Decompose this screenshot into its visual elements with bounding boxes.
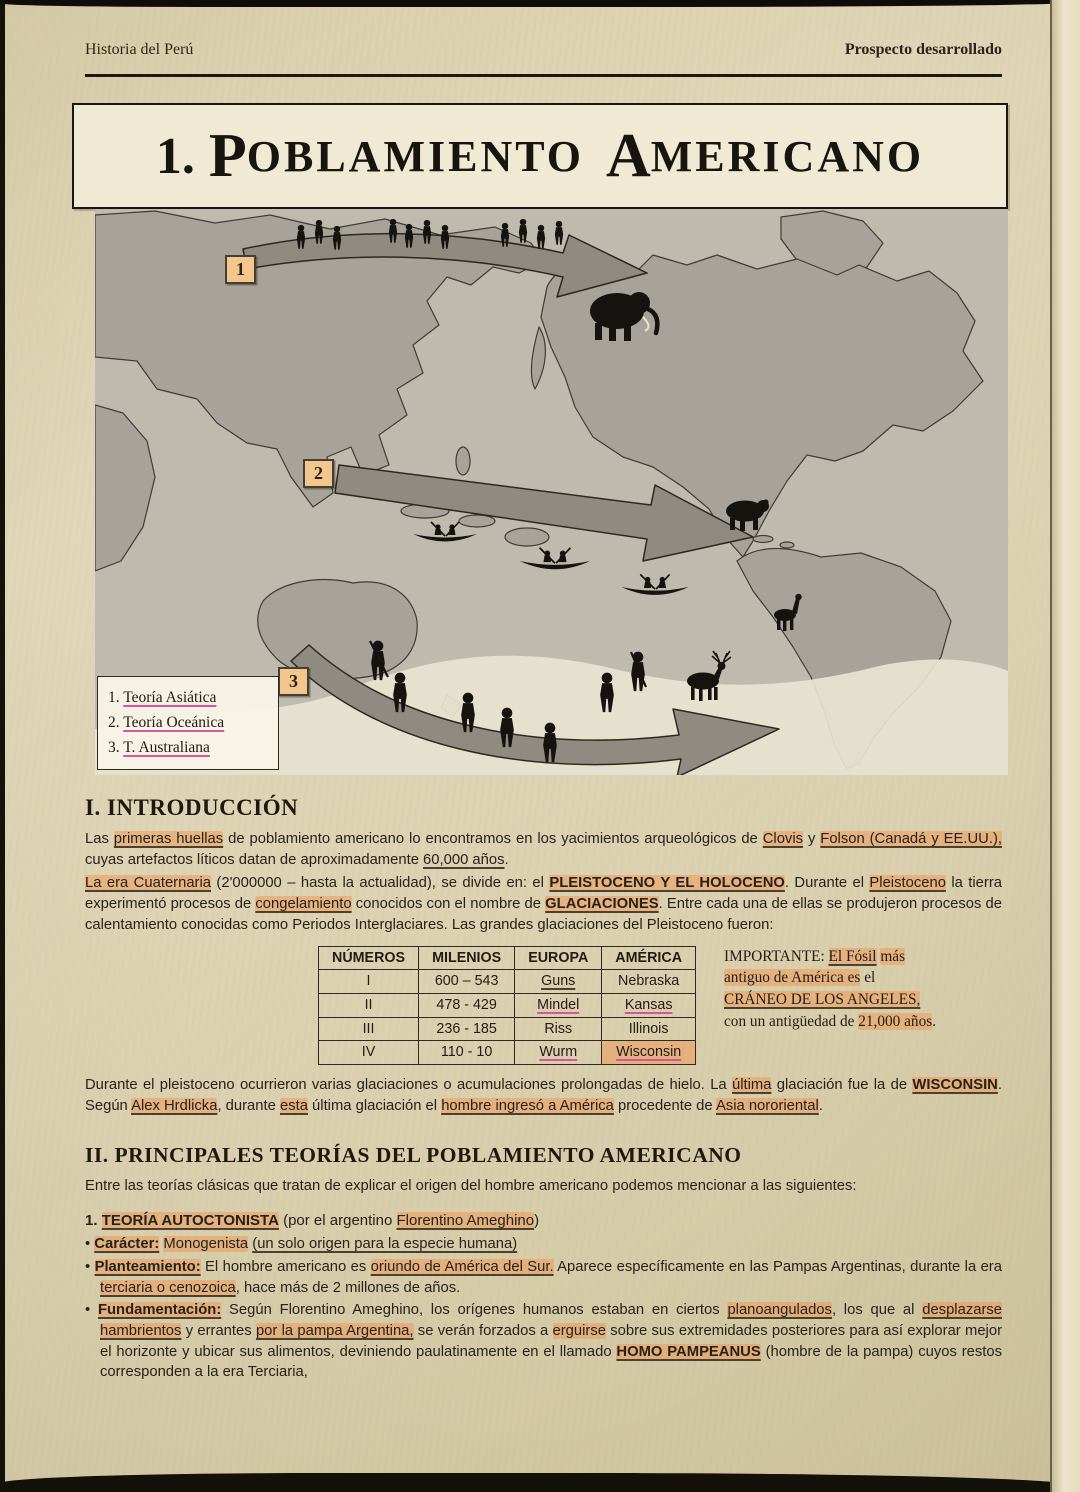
cell-europa: Mindel <box>515 993 602 1017</box>
text-segment: Planteamiento: <box>94 1258 201 1275</box>
text-segment: . <box>818 1097 823 1114</box>
cell-america: Nebraska <box>602 970 696 994</box>
text-segment: última <box>731 1077 772 1094</box>
text-segment: última glaciación el <box>307 1097 442 1114</box>
text-segment: Las <box>85 831 114 847</box>
text-segment: Alex Hrdlicka <box>131 1097 218 1114</box>
text-segment: y <box>803 831 821 847</box>
cell-america: Kansas <box>602 993 696 1017</box>
col-header-america: AMÉRICA <box>602 946 696 970</box>
text-segment: sobre sus extremidades posteriores para así explorar mejor el horizonte y ubicar sus alimentos, deviniendo paulatinamente en el llamado <box>100 1323 1002 1360</box>
text-segment: Entre las teorías clásicas que tratan de explicar el origen del hombre americano podemos mencionar a las siguientes: <box>85 1177 857 1194</box>
island-caribbean-1 <box>753 536 773 543</box>
world-map-figure <box>95 209 1008 775</box>
cell-milenios: 110 - 10 <box>419 1041 515 1065</box>
text-segment: • <box>85 1236 95 1253</box>
text-segment: TEORÍA AUTOCTONISTA <box>101 1212 279 1230</box>
text-segment: Monogenista <box>163 1236 249 1253</box>
text-segment: esta <box>279 1097 308 1114</box>
page-content <box>0 7 1050 1473</box>
text-segment: el <box>860 969 876 987</box>
col-header-numeros: NÚMEROS <box>319 946 419 970</box>
text-segment: T. Australiana <box>123 739 210 757</box>
cell-europa: Wurm <box>515 1041 602 1065</box>
cell-milenios: 236 - 185 <box>419 1017 515 1041</box>
legend-item-oceanica <box>108 710 268 735</box>
text-segment: hombre ingresó a América <box>441 1097 614 1114</box>
text-segment: HOMO PAMPEANUS <box>616 1343 761 1360</box>
text-segment: . <box>504 851 509 868</box>
cell-milenios: 600 – 543 <box>419 970 515 994</box>
table-row <box>319 970 696 994</box>
text-segment: , durante <box>217 1097 280 1114</box>
col-header-milenios: MILENIOS <box>419 946 515 970</box>
text-segment: El hombre americano es <box>200 1258 371 1275</box>
text-segment: erguirse <box>552 1323 606 1340</box>
legend-item-australiana <box>108 735 268 760</box>
glaciations-table <box>318 946 696 1066</box>
text-segment: Teoría Asiática <box>123 689 217 706</box>
text-segment: planoangulados <box>727 1302 832 1319</box>
text-segment: PLEISTOCENO Y EL HOLOCENO <box>549 875 785 892</box>
legend-item-asiatica <box>108 685 268 710</box>
text-segment: (hombre de la pampa) cuyos restos corresponden a la era Terciaria, <box>100 1343 1002 1381</box>
cell-milenios: 478 - 429 <box>419 993 515 1017</box>
text-segment: por la pampa Argentina, <box>255 1323 414 1340</box>
text-segment: WISCONSIN <box>912 1077 998 1094</box>
scan-edge-bottom <box>0 1473 1080 1492</box>
text-segment: ) <box>534 1212 540 1230</box>
theory-1-planteamiento <box>85 1257 1002 1298</box>
table-row <box>319 993 696 1017</box>
island-indonesia-2 <box>459 515 495 527</box>
theories-intro-paragraph <box>85 1176 1002 1197</box>
section-2-heading: II. PRINCIPALES TEORÍAS DEL POBLAMIENTO AMERICANO <box>85 1142 742 1167</box>
text-segment: . Según <box>85 1077 1002 1114</box>
text-segment: Durante el pleistoceno ocurrieron varias glaciaciones o acumulaciones prolongadas de hielo. La <box>85 1077 732 1094</box>
text-segment: (un solo origen para la especie humana) <box>252 1236 518 1253</box>
text-segment: cuyas artefactos líticos datan de aproximadamente <box>85 851 424 868</box>
text-segment: Aparece específicamente en las Pampas Argentinas, durante la era <box>553 1258 1002 1275</box>
text-segment: terciaria o cenozoica <box>100 1279 236 1296</box>
scan-edge-right <box>1050 0 1080 1492</box>
text-segment: Folson (Canadá y EE.UU.), <box>820 831 1003 847</box>
cell-numero: III <box>319 1017 419 1041</box>
theory-1-caracter <box>85 1234 1002 1255</box>
important-note <box>724 946 936 1033</box>
section-1-heading: I. INTRODUCCIÓN <box>85 795 299 820</box>
text-segment: 60,000 años <box>423 851 505 868</box>
island-new-guinea <box>505 528 549 546</box>
text-segment: (2'000000 – hasta la actualidad), se divide en: el <box>211 875 550 892</box>
text-segment: 3. <box>108 739 124 757</box>
cell-america: Illinois <box>602 1017 696 1041</box>
text-segment: conocidos con el nombre de <box>351 896 546 913</box>
island-caribbean-2 <box>780 542 794 548</box>
table-header-row <box>319 946 696 970</box>
text-segment: (por el argentino <box>278 1212 397 1230</box>
text-segment: congelamiento <box>255 896 352 913</box>
text-segment: GLACIACIONES <box>545 896 659 913</box>
map-marker-1: 1 <box>225 255 256 284</box>
header-divider <box>85 74 1002 77</box>
chapter-title-box <box>72 103 1008 209</box>
text-segment: Teoría Oceánica <box>123 714 225 732</box>
island-philippines <box>456 447 470 475</box>
text-segment: oriundo de América del Sur. <box>370 1258 554 1275</box>
text-segment: Según Florentino Ameghino, los orígenes humanos estaban en ciertos <box>221 1302 728 1319</box>
table-row <box>319 1041 696 1065</box>
text-segment: y errantes <box>181 1323 256 1340</box>
cell-america: Wisconsin <box>602 1041 696 1065</box>
text-segment: Pleistoceno <box>869 875 946 892</box>
title-word-1: OBLAMIENTO <box>246 131 584 181</box>
text-segment: . <box>932 1012 937 1030</box>
text-segment: la tierra experimentó procesos de <box>85 875 1002 913</box>
header-section-label: Prospecto desarrollado <box>844 41 1002 58</box>
text-segment: El Fósil <box>828 947 877 965</box>
text-segment: procedente de <box>613 1097 716 1114</box>
text-segment: desplazarse hambrientos <box>100 1302 1003 1340</box>
intro-paragraph-3 <box>85 1075 1002 1116</box>
col-header-europa: EUROPA <box>515 946 602 970</box>
text-segment: • <box>85 1258 95 1275</box>
text-segment: Fundamentación: <box>97 1302 222 1319</box>
text-segment: • <box>85 1302 98 1319</box>
text-segment: 2. <box>108 714 124 732</box>
theory-1-fundamentacion <box>85 1300 1002 1383</box>
scan-edge-left <box>0 0 5 1492</box>
text-segment: glaciación fue la de <box>771 1077 913 1094</box>
text-segment: más antiguo de América es <box>724 947 906 987</box>
title-word-2: MERICANO <box>650 131 925 181</box>
text-segment: primeras huellas <box>113 831 224 847</box>
glaciations-block <box>318 946 1002 1066</box>
intro-paragraph-2 <box>85 873 1002 935</box>
text-segment: CRÁNEO DE LOS ANGELES, <box>724 990 921 1008</box>
text-segment: Florentino Ameghino <box>396 1212 535 1230</box>
text-segment: Clovis <box>762 831 804 847</box>
page-header <box>85 41 1002 59</box>
text-segment: IMPORTANTE: <box>724 947 829 965</box>
cell-europa: Guns <box>515 970 602 994</box>
text-segment: . Durante el <box>784 875 870 892</box>
theory-1-title <box>85 1210 1002 1231</box>
cell-europa: Riss <box>515 1017 602 1041</box>
title-initial-2: A <box>606 121 651 190</box>
text-segment: 21,000 años <box>858 1012 933 1030</box>
scan-edge-top <box>0 0 1080 7</box>
intro-paragraph-1 <box>85 829 1002 870</box>
text-segment: . Entre cada una de ellas se produjeron procesos de calentamiento conocidas como Periodos Interglaciares. Las grandes glaciaciones del Pleistoceno fueron: <box>85 896 1002 933</box>
header-book-title: Historia del Perú <box>85 41 194 58</box>
text-segment: se verán forzados a <box>413 1323 553 1340</box>
text-segment: Carácter: <box>94 1236 160 1253</box>
text-segment: de poblamiento americano lo encontramos en los yacimientos arqueológicos de <box>223 831 763 847</box>
map-marker-3: 3 <box>278 667 309 696</box>
text-segment: , hace más de 2 millones de años. <box>235 1279 461 1296</box>
text-segment: con un antigüedad de <box>724 1012 859 1030</box>
chapter-number: 1. <box>155 127 195 185</box>
cell-numero: IV <box>319 1041 419 1065</box>
title-initial-1: P <box>208 121 247 190</box>
cell-numero: II <box>319 993 419 1017</box>
map-legend <box>97 676 279 770</box>
text-segment: 1. <box>108 689 124 706</box>
text-segment: Asia nororiental <box>715 1097 819 1114</box>
text-segment: 1. <box>85 1212 102 1230</box>
text-segment: La era Cuaternaria <box>85 875 211 892</box>
text-segment: , los que al <box>831 1302 923 1319</box>
cell-numero: I <box>319 970 419 994</box>
table-row <box>319 1017 696 1041</box>
map-marker-2: 2 <box>303 459 334 488</box>
